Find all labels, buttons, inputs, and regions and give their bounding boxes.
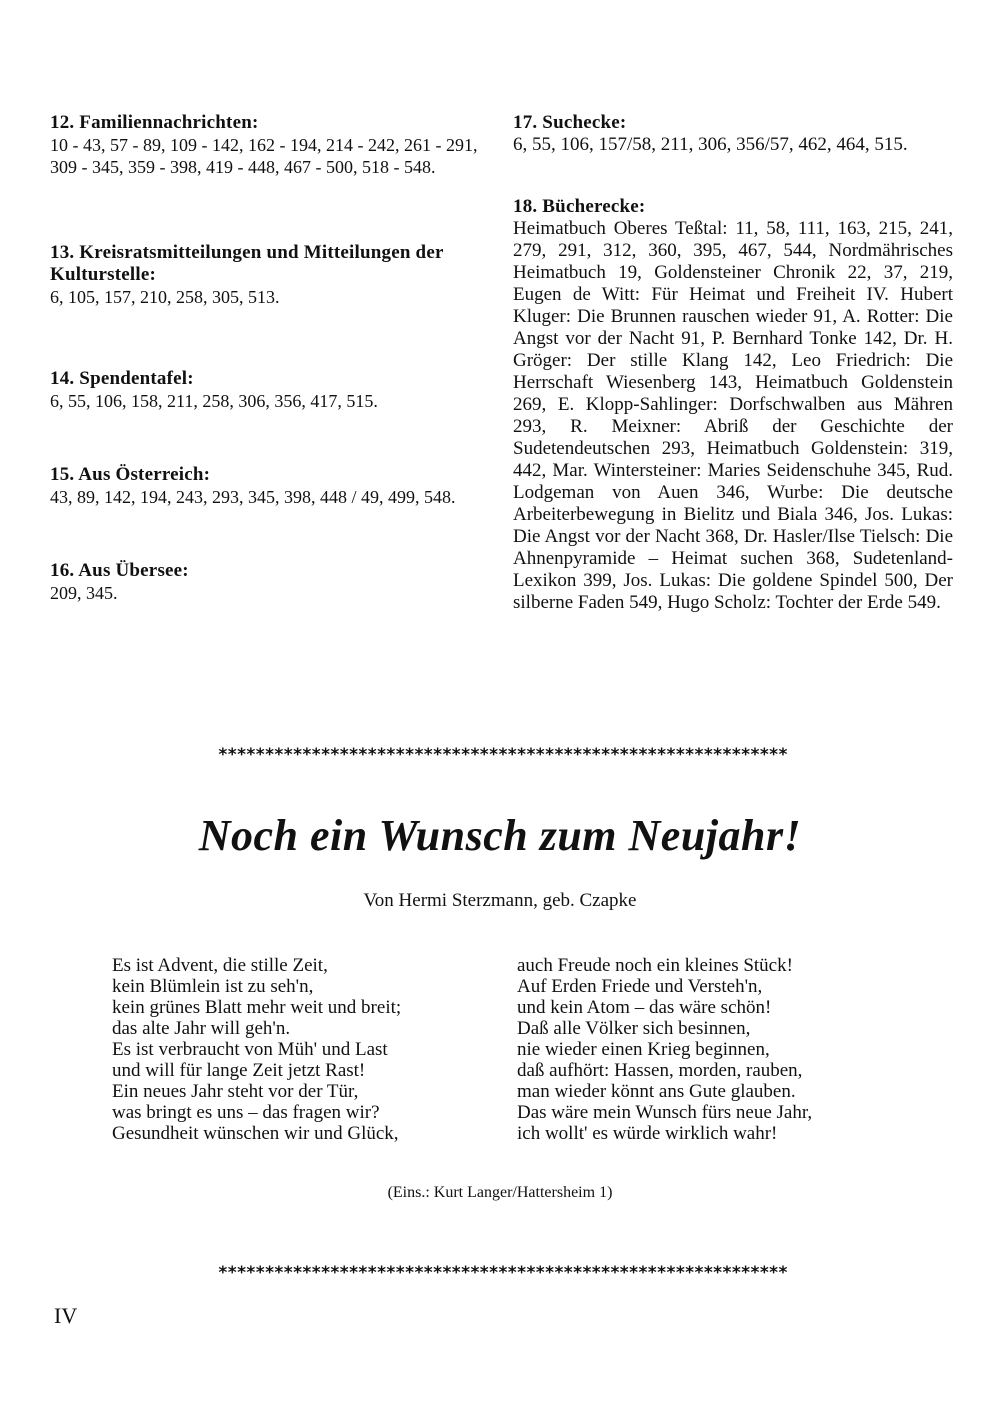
- poem-line: und kein Atom – das wäre schön!: [517, 997, 772, 1018]
- poem-line: kein Blümlein ist zu seh'n,: [112, 976, 314, 997]
- section-body: 6, 55, 106, 157/58, 211, 306, 356/57, 462, 464, 515.: [513, 134, 908, 155]
- poem-line: Es ist verbraucht von Müh' und Last: [112, 1039, 388, 1060]
- poem-line: Das wäre mein Wunsch fürs neue Jahr,: [517, 1102, 813, 1123]
- section-kreisratsmitteilungen: [50, 242, 490, 308]
- poem-line: ich wollt' es würde wirklich wahr!: [517, 1123, 778, 1144]
- poem-line: daß aufhört: Hassen, morden, rauben,: [517, 1060, 803, 1081]
- poem-line: Daß alle Völker sich besinnen,: [517, 1018, 751, 1039]
- poem-line: Gesundheit wünschen wir und Glück,: [112, 1123, 399, 1144]
- section-title: 13. Kreisratsmitteilungen und Mitteilungen der Kulturstelle:: [50, 242, 444, 285]
- poem-line: Es ist Advent, die stille Zeit,: [112, 955, 328, 976]
- section-aus-uebersee: [50, 560, 490, 604]
- section-spendentafel: [50, 368, 490, 412]
- section-body: 209, 345.: [50, 583, 118, 603]
- section-title: 16. Aus Übersee:: [50, 560, 189, 581]
- poem-line: nie wieder einen Krieg beginnen,: [517, 1039, 770, 1060]
- poem-line: das alte Jahr will geh'n.: [112, 1018, 291, 1039]
- section-body: 6, 105, 157, 210, 258, 305, 513.: [50, 287, 280, 307]
- section-aus-oesterreich: [50, 464, 490, 508]
- poem-line: Auf Erden Friede und Versteh'n,: [517, 976, 763, 997]
- section-body: 10 - 43, 57 - 89, 109 - 142, 162 - 194, 214 - 242, 261 - 291, 309 - 345, 359 - 398, 419 - 448, 467 - 500, 518 - 548.: [50, 135, 478, 177]
- section-body: Heimatbuch Oberes Teßtal: 11, 58, 111, 163, 215, 241, 279, 291, 312, 360, 395, 467, 544, Nordmährisches Heimatbuch 19, Goldensteiner Chronik 22, 37, 219, Eugen de Witt: Für Heimat und Freiheit IV. Hubert Kluger: Die Brunnen rauschen wieder 91, A. Rotter: Die Angst vor der Nacht 91, P. Bernhard Tonke 142, Dr. H. Gröger: Der stille Klang 142, Leo Friedrich: Die Herrschaft Wiesenberg 143, Heimatbuch Goldenstein 269, E. Klopp-Sahlinger: Dorfschwalben aus Mähren 293, R. Meixner: Abriß der Geschichte der Sudetendeutschen 293, Heimatbuch Goldenstein: 319, 442, Mar. Wintersteiner: Maries Seidenschuhe 345, Rud. Lodgeman von Auen 346, Wurbe: Die deutsche Arbeiterbewegung in Bielitz und Biala 346, Jos. Lukas: Die Angst vor der Nacht 368, Dr. Hasler/Ilse Tielsch: Die Ahnenpyramide – Heimat suchen 368, Sudetenland-Lexikon 399, Jos. Lukas: Die goldene Spindel 500, Der silberne Faden 549, Hugo Scholz: Tochter der Erde 549.: [513, 218, 953, 613]
- poem-line: was bringt es uns – das fragen wir?: [112, 1102, 380, 1123]
- poem-line: Ein neues Jahr steht vor der Tür,: [112, 1081, 359, 1102]
- section-body: 43, 89, 142, 194, 243, 293, 345, 398, 448 / 49, 499, 548.: [50, 487, 456, 507]
- left-index-column: [50, 112, 490, 648]
- poem-line: auch Freude noch ein kleines Stück!: [517, 955, 793, 976]
- section-title: 14. Spendentafel:: [50, 368, 194, 389]
- right-index-column: [513, 112, 953, 630]
- poem-credit: (Eins.: Kurt Langer/Hattersheim 1): [387, 1184, 613, 1201]
- poem-stanza-right: [517, 955, 812, 1144]
- page-number: IV: [54, 1303, 78, 1328]
- section-title: 17. Suchecke:: [513, 112, 627, 133]
- poem-stanza-left: [112, 955, 401, 1144]
- section-buecherecke: [513, 196, 953, 614]
- section-familiennachrichten: [50, 112, 490, 178]
- asterisk-separator: *************************************************************: [217, 1263, 788, 1283]
- poem-line: und will für lange Zeit jetzt Rast!: [112, 1060, 366, 1081]
- poem-line: kein grünes Blatt mehr weit und breit;: [112, 997, 402, 1018]
- section-suchecke: [513, 112, 953, 156]
- section-title: 15. Aus Österreich:: [50, 464, 211, 485]
- poem-author: Von Hermi Sterzmann, geb. Czapke: [363, 890, 637, 911]
- asterisk-separator: *************************************************************: [217, 745, 788, 765]
- section-body: 6, 55, 106, 158, 211, 258, 306, 356, 417, 515.: [50, 391, 378, 411]
- poem-line: man wieder könnt ans Gute glauben.: [517, 1081, 796, 1102]
- section-title: 18. Bücherecke:: [513, 196, 646, 217]
- section-title: 12. Familiennachrichten:: [50, 112, 259, 133]
- poem-title: Noch ein Wunsch zum Neujahr!: [198, 811, 802, 860]
